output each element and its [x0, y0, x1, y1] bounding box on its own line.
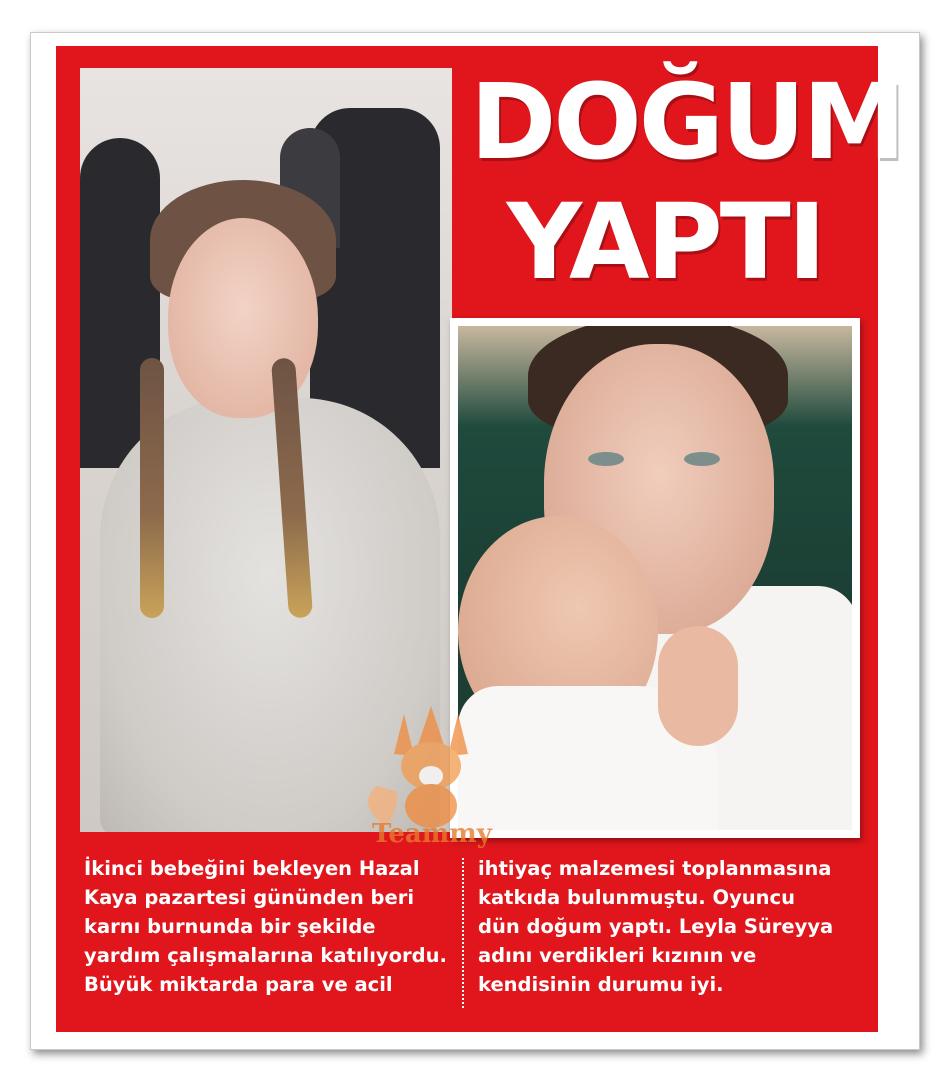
newspaper-clipping	[56, 46, 904, 1032]
photo-mother-and-baby-inner	[458, 326, 852, 830]
article-column-right: ihtiyaç malzemesi toplanmasına katkıda bulunmuştu. Oyuncu dün doğum yaptı. Leyla Süreyya adını verdikleri kızının ve kendisinin durumu iyi.	[478, 857, 834, 996]
watermark-text: Teammy	[372, 819, 492, 849]
headline	[470, 61, 904, 303]
eye	[588, 452, 624, 466]
article-column-left: İkinci bebeğini bekleyen Hazal Kaya pazartesi gününden beri karnı burnunda bir şekilde yardım çalışmalarına katılıyordu. Büyük miktarda para ve acil	[84, 857, 447, 996]
headline-line-1: DOĞUM	[470, 61, 904, 183]
photo-mother-and-baby	[450, 318, 860, 838]
fox-logo-icon	[356, 696, 506, 836]
column-divider	[462, 858, 464, 1008]
baby-hand	[658, 626, 738, 746]
braid-left	[140, 358, 164, 618]
eye	[684, 452, 720, 466]
headline-line-2: YAPTI	[506, 181, 824, 303]
